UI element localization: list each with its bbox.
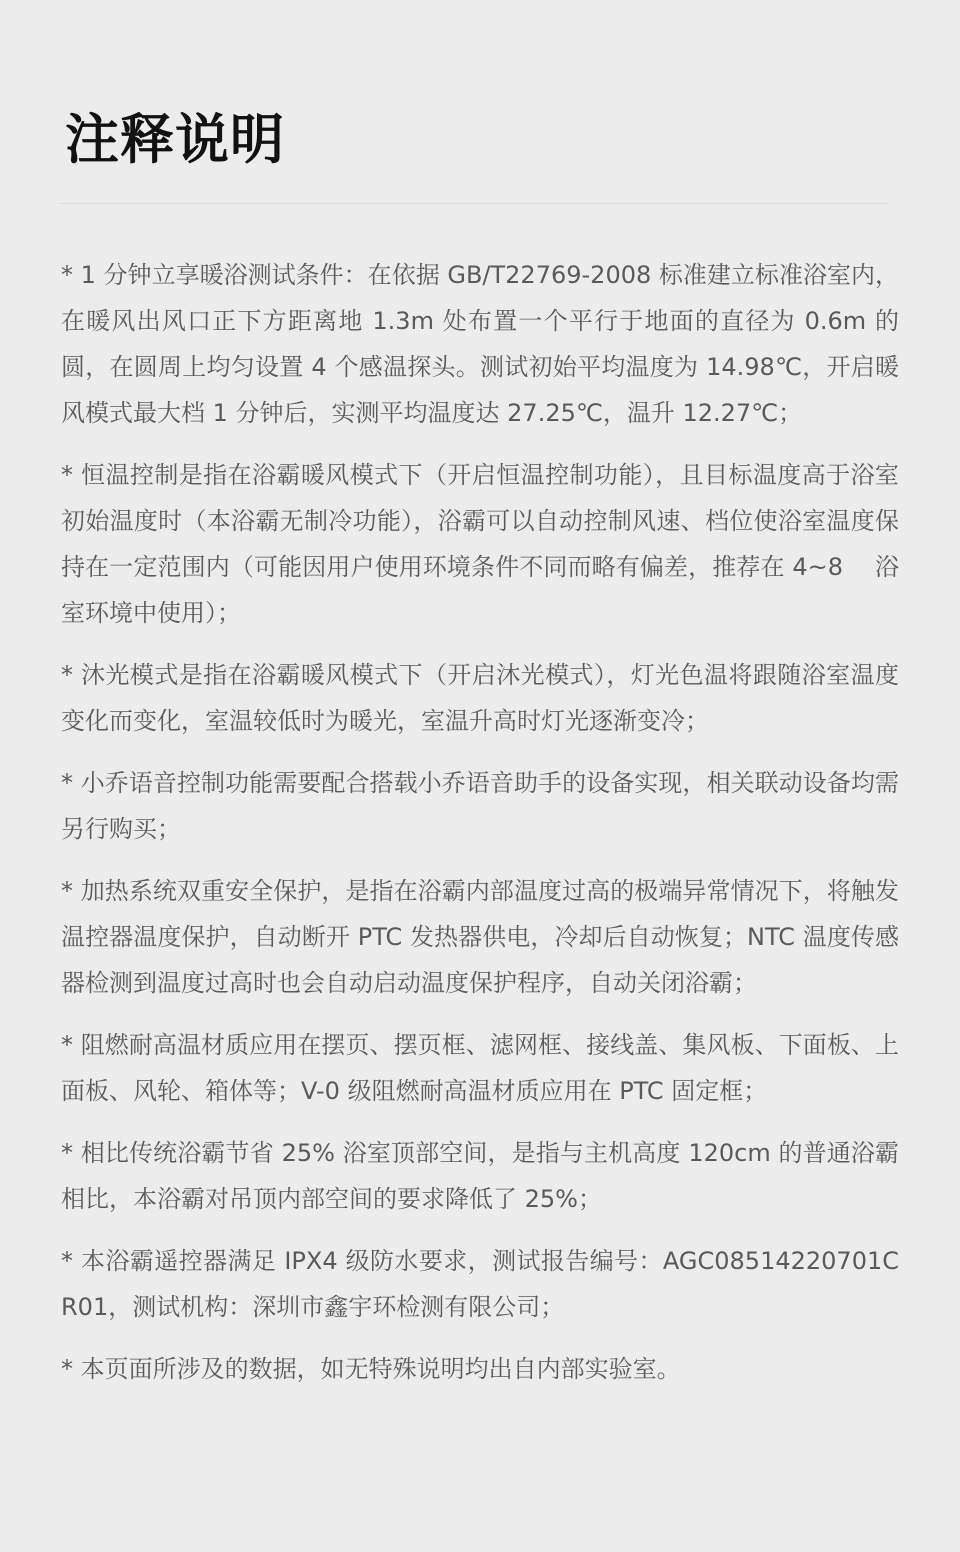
note-remote-waterproof: * 本浴霸遥控器满足 IPX4 级防水要求，测试报告编号：AGC08514220701CR01，测试机构：深圳市鑫宇环检测有限公司；: [61, 1247, 899, 1321]
note-voice-control: * 小乔语音控制功能需要配合搭载小乔语音助手的设备实现，相关联动设备均需另行购买；: [61, 769, 899, 843]
note-constant-temperature: * 恒温控制是指在浴霸暖风模式下（开启恒温控制功能），且目标温度高于浴室初始温度时（本浴霸无制冷功能），浴霸可以自动控制风速、档位使浴室温度保持在一定范围内（可能因用户使用环境条件不同而略有偏差，推荐在 4~8 浴室环境中使用）；: [61, 461, 899, 627]
note-light-mode: * 沐光模式是指在浴霸暖风模式下（开启沐光模式），灯光色温将跟随浴室温度变化而变化，室温较低时为暖光，室温升高时灯光逐渐变冷；: [61, 661, 899, 735]
title-divider: [58, 203, 887, 204]
notes-list: [61, 252, 899, 1408]
note-data-source: * 本页面所涉及的数据，如无特殊说明均出自内部实验室。: [61, 1355, 681, 1383]
note-space-saving: * 相比传统浴霸节省 25% 浴室顶部空间，是指与主机高度 120cm 的普通浴霸相比，本浴霸对吊顶内部空间的要求降低了 25%；: [61, 1139, 899, 1213]
note-flame-retardant-material: * 阻燃耐高温材质应用在摆页、摆页框、滤网框、接线盖、集风板、下面板、上面板、风轮、箱体等；V-0 级阻燃耐高温材质应用在 PTC 固定框；: [61, 1031, 899, 1105]
note-heating-safety: * 加热系统双重安全保护，是指在浴霸内部温度过高的极端异常情况下，将触发温控器温度保护，自动断开 PTC 发热器供电，冷却后自动恢复；NTC 温度传感器检测到温度过高时也会自动启动温度保护程序，自动关闭浴霸；: [61, 877, 899, 997]
page-title: 注释说明: [65, 108, 285, 171]
note-1-minute-warm-bath: * 1 分钟立享暖浴测试条件：在依据 GB/T22769-2008 标准建立标准浴室内，在暖风出风口正下方距离地 1.3m 处布置一个平行于地面的直径为 0.6m 的圆，在圆周上均匀设置 4 个感温探头。测试初始平均温度为 14.98℃，开启暖风模式最大档 1 分钟后，实测平均温度达 27.25℃，温升 12.27℃；: [61, 261, 899, 427]
